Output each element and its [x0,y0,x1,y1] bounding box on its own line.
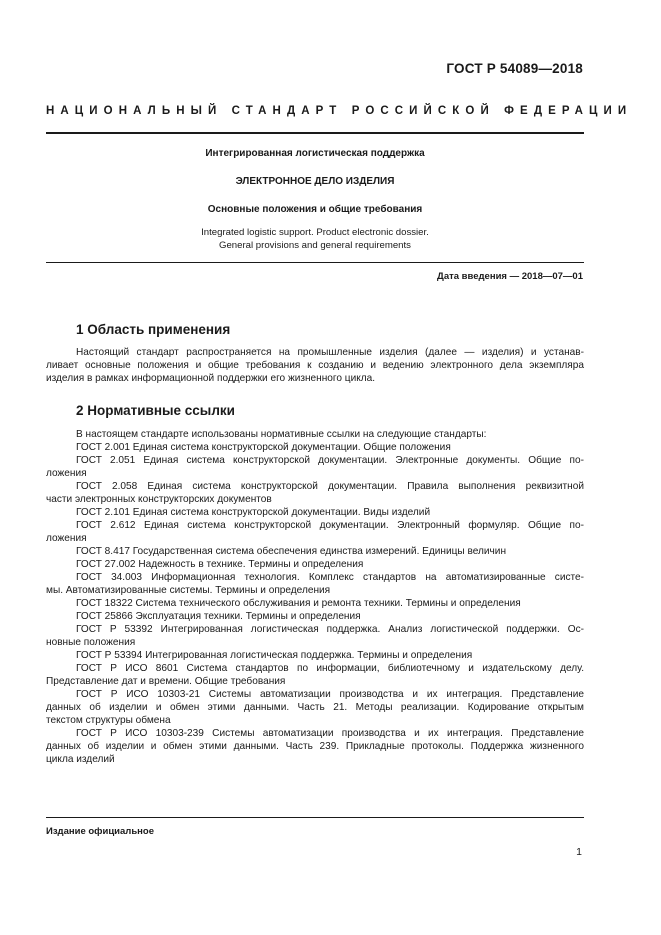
document-code: ГОСТ Р 54089—2018 [446,61,583,76]
official-edition-label: Издание официальное [46,826,154,837]
reference-item: ГОСТ 25866 Эксплуатация техники. Термины и определения [76,611,361,622]
reference-item: ГОСТ 2.001 Единая система конструкторской документации. Общие положения [76,442,451,453]
title-english-line-1: Integrated logistic support. Product electronic dossier. [201,227,429,238]
reference-item-continuation: данных об изделии и обмен этими данными. Часть 239. Прикладные протоколы. Поддержка жизненного [46,741,584,752]
reference-item-continuation: ложения [46,533,87,544]
text-line: Настоящий стандарт распространяется на промышленные изделия (далее — изделия) и устанав- [76,347,584,358]
reference-item: ГОСТ 2.612 Единая система конструкторской документации. Электронный формуляр. Общие по- [76,520,584,531]
reference-item-continuation: части электронных конструкторских документов [46,494,272,505]
reference-item: ГОСТ 8.417 Государственная система обеспечения единства измерений. Единицы величин [76,546,507,557]
reference-item: ГОСТ Р ИСО 10303-239 Системы автоматизации производства и их интеграция. Представление [76,728,584,739]
reference-item-continuation: цикла изделий [46,754,115,765]
title-line-1: Интегрированная логистическая поддержка [205,148,425,159]
header-rule [46,132,584,134]
page-number: 1 [576,846,582,858]
reference-item: ГОСТ 34.003 Информационная технология. Комплекс стандартов на автоматизированные систе- [76,572,584,583]
footer-rule [46,817,584,818]
title-line-3: Основные положения и общие требования [207,204,423,215]
reference-item-continuation: данных об изделии и обмен этими данными. Часть 21. Методы реализации. Кодирование открытым [46,702,584,713]
reference-item: ГОСТ 18322 Система технического обслуживания и ремонта техники. Термины и определения [76,598,521,609]
section-2-references [46,428,584,766]
reference-item: ГОСТ 2.051 Единая система конструкторской документации. Электронные документы. Общие по- [76,455,584,466]
reference-item: ГОСТ 2.058 Единая система конструкторской документации. Правила выполнения реквизитной [76,481,584,492]
section-1-paragraph [46,346,584,385]
section-1-heading: 1 Область применения [76,322,231,337]
reference-item: ГОСТ 2.101 Единая система конструкторской документации. Виды изделий [76,507,431,518]
section-2-heading: 2 Нормативные ссылки [76,403,235,418]
reference-item: ГОСТ 27.002 Надежность в технике. Термины и определения [76,559,364,570]
reference-item-continuation: новные положения [46,637,136,648]
reference-item-continuation: текстом структуры обмена [46,715,171,726]
reference-item-continuation: ложения [46,468,87,479]
title-english-line-2: General provisions and general requirements [219,240,411,251]
references-intro: В настоящем стандарте использованы нормативные ссылки на следующие стандарты: [76,429,487,440]
title-rule [46,262,584,263]
reference-item: ГОСТ Р ИСО 10303-21 Системы автоматизации производства и их интеграция. Представление [76,689,584,700]
reference-item: ГОСТ Р 53394 Интегрированная логистическая поддержка. Термины и определения [76,650,473,661]
reference-item-continuation: Представление дат и времени. Общие требования [46,676,286,687]
national-standard-banner: НАЦИОНАЛЬНЫЙ СТАНДАРТ РОССИЙСКОЙ ФЕДЕРАЦИИ [46,105,633,117]
title-line-2: ЭЛЕКТРОННОЕ ДЕЛО ИЗДЕЛИЯ [235,176,395,187]
reference-item-continuation: мы. Автоматизированные системы. Термины и определения [46,585,331,596]
reference-item: ГОСТ Р 53392 Интегрированная логистическая поддержка. Анализ логистической поддержки. Ос- [76,624,584,635]
date-of-introduction: Дата введения — 2018—07—01 [437,271,583,282]
reference-item: ГОСТ Р ИСО 8601 Система стандартов по информации, библиотечному и издательскому делу. [76,663,584,674]
text-line: ливает основные положения и общие требования к созданию и ведению электронного дела экземпляра [46,360,584,371]
text-line: изделия в рамках информационной поддержки его жизненного цикла. [46,373,376,384]
